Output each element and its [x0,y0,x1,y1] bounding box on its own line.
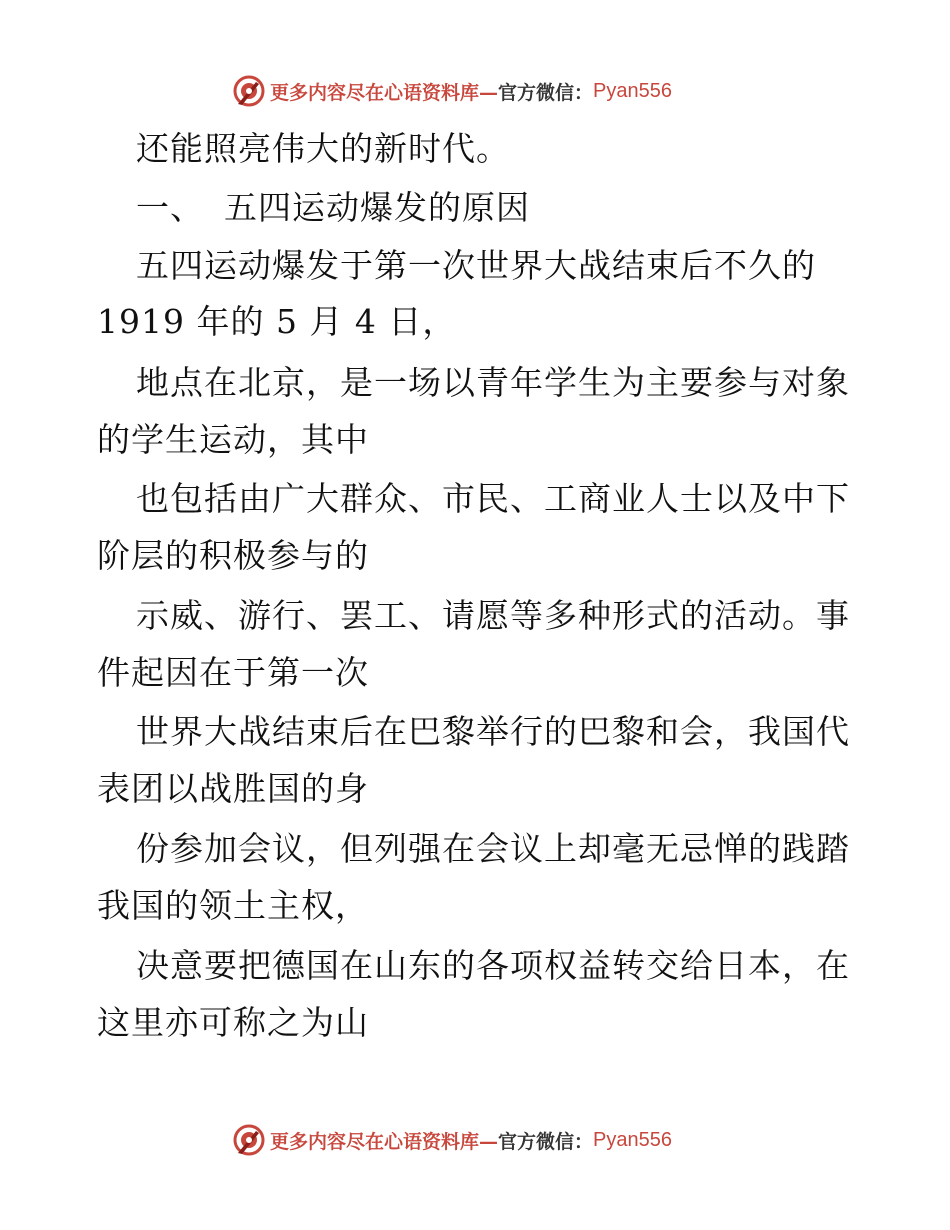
body-line: 份参加会议，但列强在会议上却毫无忌惮的践踏 [136,829,850,868]
body-line: 阶层的积极参与的 [97,536,369,575]
body-line: 世界大战结束后在巴黎举行的巴黎和会，我国代 [136,712,850,751]
watermark-text: 更多内容尽在心语资料库— [270,1130,499,1153]
heading-title: 五四运动爆发的原因 [224,188,530,227]
quill-logo-icon [232,74,266,108]
body-line: 五四运动爆发于第一次世界大战结束后不久的 [136,246,816,285]
heading-number: 一、 [136,188,204,227]
body-line: 决意要把德国在山东的各项权益转交给日本，在 [136,946,850,985]
body-line: 还能照亮伟大的新时代。 [136,129,510,168]
watermark-wechat-label: 官方微信： [498,81,594,104]
watermark-wechat-label: 官方微信： [498,1130,594,1153]
body-line: 也包括由广大群众、市民、工商业人士以及中下 [136,479,850,518]
body-line: 的学生运动，其中 [97,420,369,459]
body-line: 这里亦可称之为山 [97,1003,369,1042]
watermark-wechat-id: Pyan556 [593,1128,672,1151]
body-line: 表团以战胜国的身 [97,769,369,808]
quill-logo-icon [232,1123,266,1157]
body-line: 件起因在于第一次 [97,653,369,692]
body-line: 我国的领土主权， [97,886,369,925]
section-heading [136,186,530,230]
body-line: 地点在北京，是一场以青年学生为主要参与对象 [136,363,850,402]
watermark-header [232,73,672,109]
body-line: 1919 年的 5 月 4 日， [97,302,457,341]
watermark-footer [232,1122,672,1158]
watermark-text: 更多内容尽在心语资料库— [270,81,499,104]
body-line: 示威、游行、罢工、请愿等多种形式的活动。事 [136,596,850,635]
watermark-wechat-id: Pyan556 [593,79,672,102]
